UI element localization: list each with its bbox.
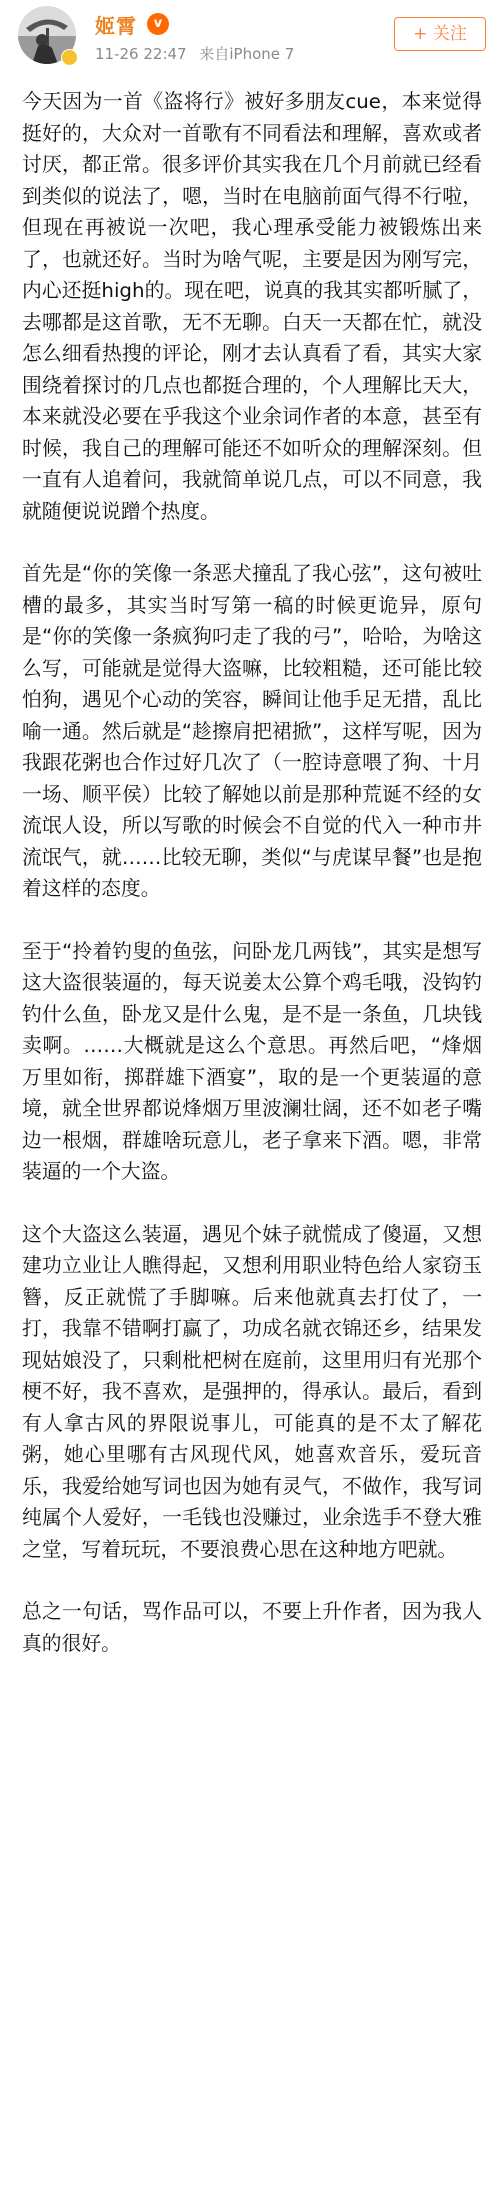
post-source[interactable]: 来自iPhone 7 [199,45,295,63]
follow-button[interactable]: + 关注 [394,17,486,51]
post-meta [95,43,302,64]
post-paragraph: 首先是“你的笑像一条恶犬撞乱了我心弦”，这句被吐槽的最多，其实当时写第一稿的时候更诡异，原句是“你的笑像一条疯狗叼走了我的弓”，哈哈，为啥这么写，可能就是觉得大盗嘛，比较粗糙，还可能比较怕狗，遇见个心动的笑容，瞬间让他手足无措，乱比喻一通。然后就是“趁擦肩把裙掀”，这样写呢，因为我跟花粥也合作过好几次了（一腔诗意喂了狗、十月一场、顺平侯）比较了解她以前是那种荒诞不经的女流氓人设，所以写歌的时候会不自觉的代入一种市井流氓气，就……比较无聊，类似“与虎谋早餐”也是抱着这样的态度。 [22,562,482,900]
post-paragraph: 这个大盗这么装逼，遇见个妹子就慌成了傻逼，又想建功立业让人瞧得起，又想利用职业特色给人家窃玉簪，反正就慌了手脚嘛。后来他就真去打仗了，一打，我靠不错啊打赢了，功成名就衣锦还乡，结果发现姑娘没了，只剩枇杷树在庭前，这里用归有光那个梗不好，我不喜欢，是强押的，得承认。最后，看到有人拿古风的界限说事儿，可能真的是不太了解花粥，她心里哪有古风现代风，她喜欢音乐，爱玩音乐，我爱给她写词也因为她有灵气，不做作，我写词纯属个人爱好，一毛钱也没赚过，业余选手不登大雅之堂，写着玩玩，不要浪费心思在这种地方吧就。 [22,1222,482,1561]
weibo-member-icon: v [147,13,169,35]
post-time: 11-26 22:47 [95,45,187,63]
verified-v-icon [61,49,78,66]
username[interactable]: 姬霄 [95,14,137,38]
post-paragraph: 今天因为一首《盗将行》被好多朋友cue，本来觉得挺好的，大众对一首歌有不同看法和理解，喜欢或者讨厌，都正常。很多评价其实我在几个月前就已经看到类似的说法了，嗯，当时在电脑前面气得不行啦，但现在再被说一次吧，我心理承受能力被锻炼出来了，也就还好。当时为啥气呢，主要是因为刚写完，内心还挺high的。现在吧，说真的我其实都听腻了，去哪都是这首歌，无不无聊。白天一天都在忙，就没怎么细看热搜的评论，刚才去认真看了看，其实大家围绕着探讨的几点也都挺合理的，个人理解比天大，本来就没必要在乎我这个业余词作者的本意，甚至有时候，我自己的理解可能还不如听众的理解深刻。但一直有人追着问，我就简单说几点，可以不同意，我就随便说说蹭个热度。 [22,90,482,523]
post-paragraph: 总之一句话，骂作品可以，不要上升作者，因为我人真的很好。 [22,1600,482,1655]
post-body [22,86,482,1690]
post-paragraph: 至于“拎着钓叟的鱼弦，问卧龙几两钱”，其实是想写这大盗很装逼的，每天说姜太公算个鸡毛哦，没钩钓钓什么鱼，卧龙又是什么鬼，是不是一条鱼，几块钱卖啊。……大概就是这么个意思。再然后吧，“烽烟万里如衔，掷群雄下酒宴”，取的是一个更装逼的意境，就全世界都说烽烟万里波澜壮阔，还不如老子嘴边一根烟，群雄啥玩意儿，老子拿来下酒。嗯，非常装逼的一个大盗。 [22,939,482,1183]
